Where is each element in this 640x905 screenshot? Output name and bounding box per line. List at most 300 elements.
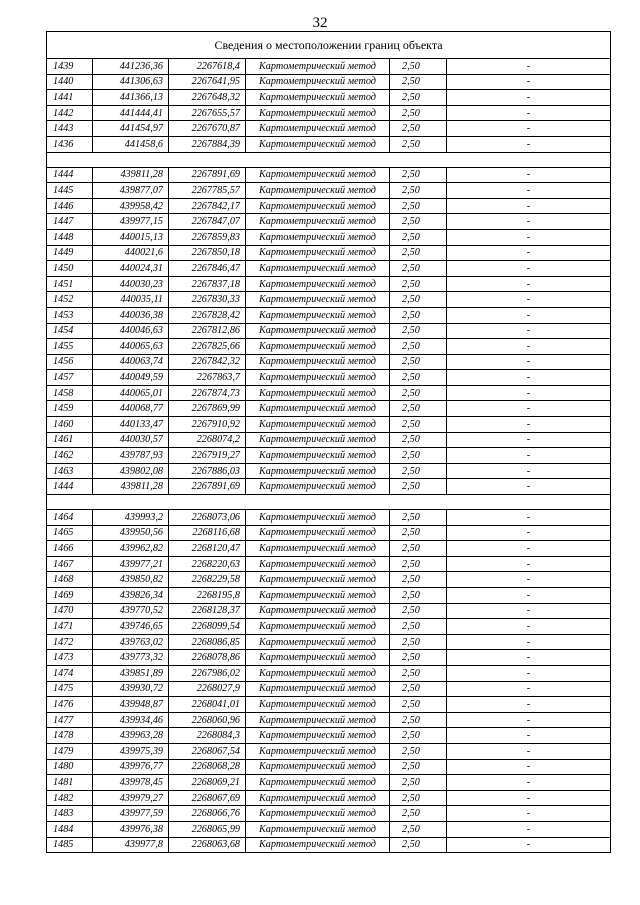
table-row xyxy=(47,276,611,292)
description-cell: - xyxy=(447,743,611,759)
table-row xyxy=(47,650,611,666)
x-coordinate-cell: 440046,63 xyxy=(93,323,169,339)
point-number-cell: 1482 xyxy=(47,790,93,806)
description-cell: - xyxy=(447,479,611,495)
x-coordinate-cell: 439850,82 xyxy=(93,572,169,588)
accuracy-cell: 2,50 xyxy=(390,821,447,837)
point-number-cell: 1470 xyxy=(47,603,93,619)
x-coordinate-cell: 439976,77 xyxy=(93,759,169,775)
description-cell: - xyxy=(447,276,611,292)
method-cell: Картометрический метод xyxy=(246,525,390,541)
description-cell: - xyxy=(447,183,611,199)
accuracy-cell: 2,50 xyxy=(390,790,447,806)
x-coordinate-cell: 441306,63 xyxy=(93,74,169,90)
x-coordinate-cell: 439851,89 xyxy=(93,665,169,681)
table-row xyxy=(47,261,611,277)
table-row xyxy=(47,588,611,604)
accuracy-cell: 2,50 xyxy=(390,556,447,572)
x-coordinate-cell: 440065,01 xyxy=(93,385,169,401)
description-cell: - xyxy=(447,214,611,230)
method-cell: Картометрический метод xyxy=(246,681,390,697)
table-row xyxy=(47,463,611,479)
x-coordinate-cell: 439963,28 xyxy=(93,728,169,744)
accuracy-cell: 2,50 xyxy=(390,634,447,650)
method-cell: Картометрический метод xyxy=(246,198,390,214)
x-coordinate-cell: 439934,46 xyxy=(93,712,169,728)
accuracy-cell: 2,50 xyxy=(390,665,447,681)
x-coordinate-cell: 439993,2 xyxy=(93,510,169,526)
accuracy-cell: 2,50 xyxy=(390,619,447,635)
table-row xyxy=(47,448,611,464)
point-number-cell: 1452 xyxy=(47,292,93,308)
point-number-cell: 1468 xyxy=(47,572,93,588)
y-coordinate-cell: 2267618,4 xyxy=(169,59,246,75)
table-row xyxy=(47,556,611,572)
description-cell: - xyxy=(447,167,611,183)
table-row xyxy=(47,339,611,355)
y-coordinate-cell: 2268120,47 xyxy=(169,541,246,557)
description-cell: - xyxy=(447,712,611,728)
description-cell: - xyxy=(447,541,611,557)
description-cell: - xyxy=(447,90,611,106)
group-separator-cell xyxy=(47,152,611,167)
accuracy-cell: 2,50 xyxy=(390,479,447,495)
point-number-cell: 1463 xyxy=(47,463,93,479)
method-cell: Картометрический метод xyxy=(246,728,390,744)
accuracy-cell: 2,50 xyxy=(390,572,447,588)
description-cell: - xyxy=(447,448,611,464)
y-coordinate-cell: 2268220,63 xyxy=(169,556,246,572)
x-coordinate-cell: 439975,39 xyxy=(93,743,169,759)
y-coordinate-cell: 2267869,99 xyxy=(169,401,246,417)
method-cell: Картометрический метод xyxy=(246,401,390,417)
accuracy-cell: 2,50 xyxy=(390,214,447,230)
y-coordinate-cell: 2267846,47 xyxy=(169,261,246,277)
accuracy-cell: 2,50 xyxy=(390,525,447,541)
point-number-cell: 1461 xyxy=(47,432,93,448)
accuracy-cell: 2,50 xyxy=(390,292,447,308)
point-number-cell: 1445 xyxy=(47,183,93,199)
method-cell: Картометрический метод xyxy=(246,432,390,448)
table-row xyxy=(47,525,611,541)
x-coordinate-cell: 441444,41 xyxy=(93,105,169,121)
method-cell: Картометрический метод xyxy=(246,307,390,323)
accuracy-cell: 2,50 xyxy=(390,728,447,744)
x-coordinate-cell: 440021,6 xyxy=(93,245,169,261)
y-coordinate-cell: 2268069,21 xyxy=(169,775,246,791)
accuracy-cell: 2,50 xyxy=(390,74,447,90)
method-cell: Картометрический метод xyxy=(246,463,390,479)
accuracy-cell: 2,50 xyxy=(390,432,447,448)
description-cell: - xyxy=(447,307,611,323)
method-cell: Картометрический метод xyxy=(246,354,390,370)
point-number-cell: 1441 xyxy=(47,90,93,106)
y-coordinate-cell: 2267910,92 xyxy=(169,417,246,433)
x-coordinate-cell: 439977,59 xyxy=(93,806,169,822)
table-row xyxy=(47,432,611,448)
y-coordinate-cell: 2267842,32 xyxy=(169,354,246,370)
point-number-cell: 1466 xyxy=(47,541,93,557)
x-coordinate-cell: 441236,36 xyxy=(93,59,169,75)
accuracy-cell: 2,50 xyxy=(390,806,447,822)
x-coordinate-cell: 440024,31 xyxy=(93,261,169,277)
description-cell: - xyxy=(447,385,611,401)
x-coordinate-cell: 440063,74 xyxy=(93,354,169,370)
method-cell: Картометрический метод xyxy=(246,697,390,713)
table-row xyxy=(47,743,611,759)
x-coordinate-cell: 439950,56 xyxy=(93,525,169,541)
method-cell: Картометрический метод xyxy=(246,292,390,308)
accuracy-cell: 2,50 xyxy=(390,401,447,417)
accuracy-cell: 2,50 xyxy=(390,323,447,339)
accuracy-cell: 2,50 xyxy=(390,167,447,183)
description-cell: - xyxy=(447,525,611,541)
x-coordinate-cell: 439977,8 xyxy=(93,837,169,853)
table-row xyxy=(47,806,611,822)
method-cell: Картометрический метод xyxy=(246,603,390,619)
accuracy-cell: 2,50 xyxy=(390,385,447,401)
table-row xyxy=(47,697,611,713)
method-cell: Картометрический метод xyxy=(246,261,390,277)
x-coordinate-cell: 439802,08 xyxy=(93,463,169,479)
y-coordinate-cell: 2267830,33 xyxy=(169,292,246,308)
description-cell: - xyxy=(447,105,611,121)
point-number-cell: 1450 xyxy=(47,261,93,277)
method-cell: Картометрический метод xyxy=(246,448,390,464)
description-cell: - xyxy=(447,292,611,308)
y-coordinate-cell: 2268078,86 xyxy=(169,650,246,666)
table-row xyxy=(47,665,611,681)
y-coordinate-cell: 2268084,3 xyxy=(169,728,246,744)
point-number-cell: 1447 xyxy=(47,214,93,230)
x-coordinate-cell: 440036,38 xyxy=(93,307,169,323)
table-row xyxy=(47,74,611,90)
method-cell: Картометрический метод xyxy=(246,634,390,650)
table-row xyxy=(47,401,611,417)
description-cell: - xyxy=(447,603,611,619)
point-number-cell: 1471 xyxy=(47,619,93,635)
table-row xyxy=(47,90,611,106)
description-cell: - xyxy=(447,370,611,386)
table-title: Сведения о местоположении границ объекта xyxy=(47,32,611,59)
group-separator-cell xyxy=(47,495,611,510)
point-number-cell: 1465 xyxy=(47,525,93,541)
table-row xyxy=(47,775,611,791)
y-coordinate-cell: 2267919,27 xyxy=(169,448,246,464)
page-number: 32 xyxy=(312,15,328,31)
method-cell: Картометрический метод xyxy=(246,121,390,137)
x-coordinate-cell: 439877,07 xyxy=(93,183,169,199)
x-coordinate-cell: 439930,72 xyxy=(93,681,169,697)
description-cell: - xyxy=(447,619,611,635)
y-coordinate-cell: 2267842,17 xyxy=(169,198,246,214)
description-cell: - xyxy=(447,229,611,245)
table-row xyxy=(47,821,611,837)
description-cell: - xyxy=(447,588,611,604)
method-cell: Картометрический метод xyxy=(246,821,390,837)
point-number-cell: 1462 xyxy=(47,448,93,464)
point-number-cell: 1455 xyxy=(47,339,93,355)
table-row xyxy=(47,837,611,853)
point-number-cell: 1472 xyxy=(47,634,93,650)
point-number-cell: 1464 xyxy=(47,510,93,526)
method-cell: Картометрический метод xyxy=(246,136,390,152)
description-cell: - xyxy=(447,136,611,152)
y-coordinate-cell: 2267850,18 xyxy=(169,245,246,261)
method-cell: Картометрический метод xyxy=(246,385,390,401)
method-cell: Картометрический метод xyxy=(246,167,390,183)
description-cell: - xyxy=(447,806,611,822)
description-cell: - xyxy=(447,556,611,572)
method-cell: Картометрический метод xyxy=(246,339,390,355)
table-row xyxy=(47,292,611,308)
point-number-cell: 1480 xyxy=(47,759,93,775)
x-coordinate-cell: 440035,11 xyxy=(93,292,169,308)
x-coordinate-cell: 439977,15 xyxy=(93,214,169,230)
table-row xyxy=(47,510,611,526)
point-number-cell: 1440 xyxy=(47,74,93,90)
x-coordinate-cell: 440068,77 xyxy=(93,401,169,417)
x-coordinate-cell: 440015,13 xyxy=(93,229,169,245)
y-coordinate-cell: 2268041,01 xyxy=(169,697,246,713)
point-number-cell: 1451 xyxy=(47,276,93,292)
group-separator-row xyxy=(47,152,611,167)
table-row xyxy=(47,541,611,557)
method-cell: Картометрический метод xyxy=(246,245,390,261)
y-coordinate-cell: 2268073,06 xyxy=(169,510,246,526)
description-cell: - xyxy=(447,354,611,370)
y-coordinate-cell: 2268229,58 xyxy=(169,572,246,588)
method-cell: Картометрический метод xyxy=(246,323,390,339)
point-number-cell: 1479 xyxy=(47,743,93,759)
method-cell: Картометрический метод xyxy=(246,806,390,822)
point-number-cell: 1448 xyxy=(47,229,93,245)
point-number-cell: 1444 xyxy=(47,479,93,495)
y-coordinate-cell: 2267874,73 xyxy=(169,385,246,401)
accuracy-cell: 2,50 xyxy=(390,339,447,355)
table-row xyxy=(47,572,611,588)
point-number-cell: 1456 xyxy=(47,354,93,370)
table-row xyxy=(47,370,611,386)
accuracy-cell: 2,50 xyxy=(390,603,447,619)
point-number-cell: 1483 xyxy=(47,806,93,822)
y-coordinate-cell: 2268086,85 xyxy=(169,634,246,650)
accuracy-cell: 2,50 xyxy=(390,136,447,152)
method-cell: Картометрический метод xyxy=(246,479,390,495)
y-coordinate-cell: 2267825,66 xyxy=(169,339,246,355)
table-row xyxy=(47,479,611,495)
description-cell: - xyxy=(447,261,611,277)
method-cell: Картометрический метод xyxy=(246,276,390,292)
point-number-cell: 1485 xyxy=(47,837,93,853)
description-cell: - xyxy=(447,401,611,417)
method-cell: Картометрический метод xyxy=(246,214,390,230)
table-row xyxy=(47,59,611,75)
y-coordinate-cell: 2268068,28 xyxy=(169,759,246,775)
point-number-cell: 1476 xyxy=(47,697,93,713)
y-coordinate-cell: 2268074,2 xyxy=(169,432,246,448)
y-coordinate-cell: 2267655,57 xyxy=(169,105,246,121)
x-coordinate-cell: 439746,65 xyxy=(93,619,169,635)
point-number-cell: 1469 xyxy=(47,588,93,604)
table-row xyxy=(47,417,611,433)
accuracy-cell: 2,50 xyxy=(390,681,447,697)
x-coordinate-cell: 439962,82 xyxy=(93,541,169,557)
point-number-cell: 1444 xyxy=(47,167,93,183)
table-row xyxy=(47,728,611,744)
point-number-cell: 1475 xyxy=(47,681,93,697)
description-cell: - xyxy=(447,572,611,588)
point-number-cell: 1484 xyxy=(47,821,93,837)
accuracy-cell: 2,50 xyxy=(390,105,447,121)
x-coordinate-cell: 439770,52 xyxy=(93,603,169,619)
table-title-row xyxy=(47,32,611,59)
accuracy-cell: 2,50 xyxy=(390,463,447,479)
description-cell: - xyxy=(447,821,611,837)
accuracy-cell: 2,50 xyxy=(390,712,447,728)
method-cell: Картометрический метод xyxy=(246,370,390,386)
y-coordinate-cell: 2267847,07 xyxy=(169,214,246,230)
y-coordinate-cell: 2267891,69 xyxy=(169,479,246,495)
point-number-cell: 1459 xyxy=(47,401,93,417)
table-row xyxy=(47,183,611,199)
y-coordinate-cell: 2268065,99 xyxy=(169,821,246,837)
accuracy-cell: 2,50 xyxy=(390,307,447,323)
x-coordinate-cell: 439977,21 xyxy=(93,556,169,572)
x-coordinate-cell: 440030,23 xyxy=(93,276,169,292)
y-coordinate-cell: 2267828,42 xyxy=(169,307,246,323)
y-coordinate-cell: 2268116,68 xyxy=(169,525,246,541)
point-number-cell: 1467 xyxy=(47,556,93,572)
accuracy-cell: 2,50 xyxy=(390,261,447,277)
x-coordinate-cell: 440030,57 xyxy=(93,432,169,448)
table-row xyxy=(47,167,611,183)
point-number-cell: 1439 xyxy=(47,59,93,75)
y-coordinate-cell: 2267863,7 xyxy=(169,370,246,386)
method-cell: Картометрический метод xyxy=(246,712,390,728)
point-number-cell: 1454 xyxy=(47,323,93,339)
description-cell: - xyxy=(447,417,611,433)
method-cell: Картометрический метод xyxy=(246,790,390,806)
x-coordinate-cell: 440049,59 xyxy=(93,370,169,386)
method-cell: Картометрический метод xyxy=(246,759,390,775)
accuracy-cell: 2,50 xyxy=(390,541,447,557)
description-cell: - xyxy=(447,665,611,681)
accuracy-cell: 2,50 xyxy=(390,510,447,526)
description-cell: - xyxy=(447,510,611,526)
accuracy-cell: 2,50 xyxy=(390,276,447,292)
point-number-cell: 1446 xyxy=(47,198,93,214)
y-coordinate-cell: 2268066,76 xyxy=(169,806,246,822)
x-coordinate-cell: 439826,34 xyxy=(93,588,169,604)
method-cell: Картометрический метод xyxy=(246,417,390,433)
description-cell: - xyxy=(447,759,611,775)
point-number-cell: 1443 xyxy=(47,121,93,137)
y-coordinate-cell: 2267884,39 xyxy=(169,136,246,152)
y-coordinate-cell: 2267986,02 xyxy=(169,665,246,681)
table-row xyxy=(47,121,611,137)
y-coordinate-cell: 2268099,54 xyxy=(169,619,246,635)
description-cell: - xyxy=(447,59,611,75)
accuracy-cell: 2,50 xyxy=(390,448,447,464)
x-coordinate-cell: 441454,97 xyxy=(93,121,169,137)
x-coordinate-cell: 439976,38 xyxy=(93,821,169,837)
x-coordinate-cell: 439811,28 xyxy=(93,479,169,495)
point-number-cell: 1458 xyxy=(47,385,93,401)
accuracy-cell: 2,50 xyxy=(390,837,447,853)
point-number-cell: 1460 xyxy=(47,417,93,433)
x-coordinate-cell: 439787,93 xyxy=(93,448,169,464)
y-coordinate-cell: 2268067,69 xyxy=(169,790,246,806)
accuracy-cell: 2,50 xyxy=(390,588,447,604)
accuracy-cell: 2,50 xyxy=(390,198,447,214)
table-row xyxy=(47,214,611,230)
method-cell: Картометрический метод xyxy=(246,105,390,121)
table-row xyxy=(47,354,611,370)
y-coordinate-cell: 2267785,57 xyxy=(169,183,246,199)
y-coordinate-cell: 2267648,32 xyxy=(169,90,246,106)
x-coordinate-cell: 439978,45 xyxy=(93,775,169,791)
table-row xyxy=(47,385,611,401)
point-number-cell: 1481 xyxy=(47,775,93,791)
x-coordinate-cell: 441366,13 xyxy=(93,90,169,106)
group-separator-row xyxy=(47,495,611,510)
point-number-cell: 1442 xyxy=(47,105,93,121)
method-cell: Картометрический метод xyxy=(246,775,390,791)
point-number-cell: 1436 xyxy=(47,136,93,152)
y-coordinate-cell: 2268195,8 xyxy=(169,588,246,604)
accuracy-cell: 2,50 xyxy=(390,775,447,791)
description-cell: - xyxy=(447,790,611,806)
method-cell: Картометрический метод xyxy=(246,510,390,526)
method-cell: Картометрический метод xyxy=(246,650,390,666)
x-coordinate-cell: 439948,87 xyxy=(93,697,169,713)
table-row xyxy=(47,323,611,339)
y-coordinate-cell: 2268060,96 xyxy=(169,712,246,728)
y-coordinate-cell: 2267812,86 xyxy=(169,323,246,339)
description-cell: - xyxy=(447,463,611,479)
accuracy-cell: 2,50 xyxy=(390,759,447,775)
boundary-table xyxy=(46,31,611,853)
accuracy-cell: 2,50 xyxy=(390,743,447,759)
point-number-cell: 1449 xyxy=(47,245,93,261)
accuracy-cell: 2,50 xyxy=(390,245,447,261)
table-row xyxy=(47,198,611,214)
y-coordinate-cell: 2267670,87 xyxy=(169,121,246,137)
description-cell: - xyxy=(447,198,611,214)
accuracy-cell: 2,50 xyxy=(390,354,447,370)
table-body xyxy=(47,32,611,853)
x-coordinate-cell: 439979,27 xyxy=(93,790,169,806)
table-row xyxy=(47,790,611,806)
description-cell: - xyxy=(447,634,611,650)
description-cell: - xyxy=(447,697,611,713)
description-cell: - xyxy=(447,681,611,697)
y-coordinate-cell: 2268027,9 xyxy=(169,681,246,697)
y-coordinate-cell: 2268063,68 xyxy=(169,837,246,853)
description-cell: - xyxy=(447,775,611,791)
method-cell: Картометрический метод xyxy=(246,183,390,199)
x-coordinate-cell: 439958,42 xyxy=(93,198,169,214)
method-cell: Картометрический метод xyxy=(246,59,390,75)
accuracy-cell: 2,50 xyxy=(390,90,447,106)
table-row xyxy=(47,681,611,697)
method-cell: Картометрический метод xyxy=(246,665,390,681)
x-coordinate-cell: 439773,32 xyxy=(93,650,169,666)
accuracy-cell: 2,50 xyxy=(390,370,447,386)
description-cell: - xyxy=(447,432,611,448)
accuracy-cell: 2,50 xyxy=(390,650,447,666)
